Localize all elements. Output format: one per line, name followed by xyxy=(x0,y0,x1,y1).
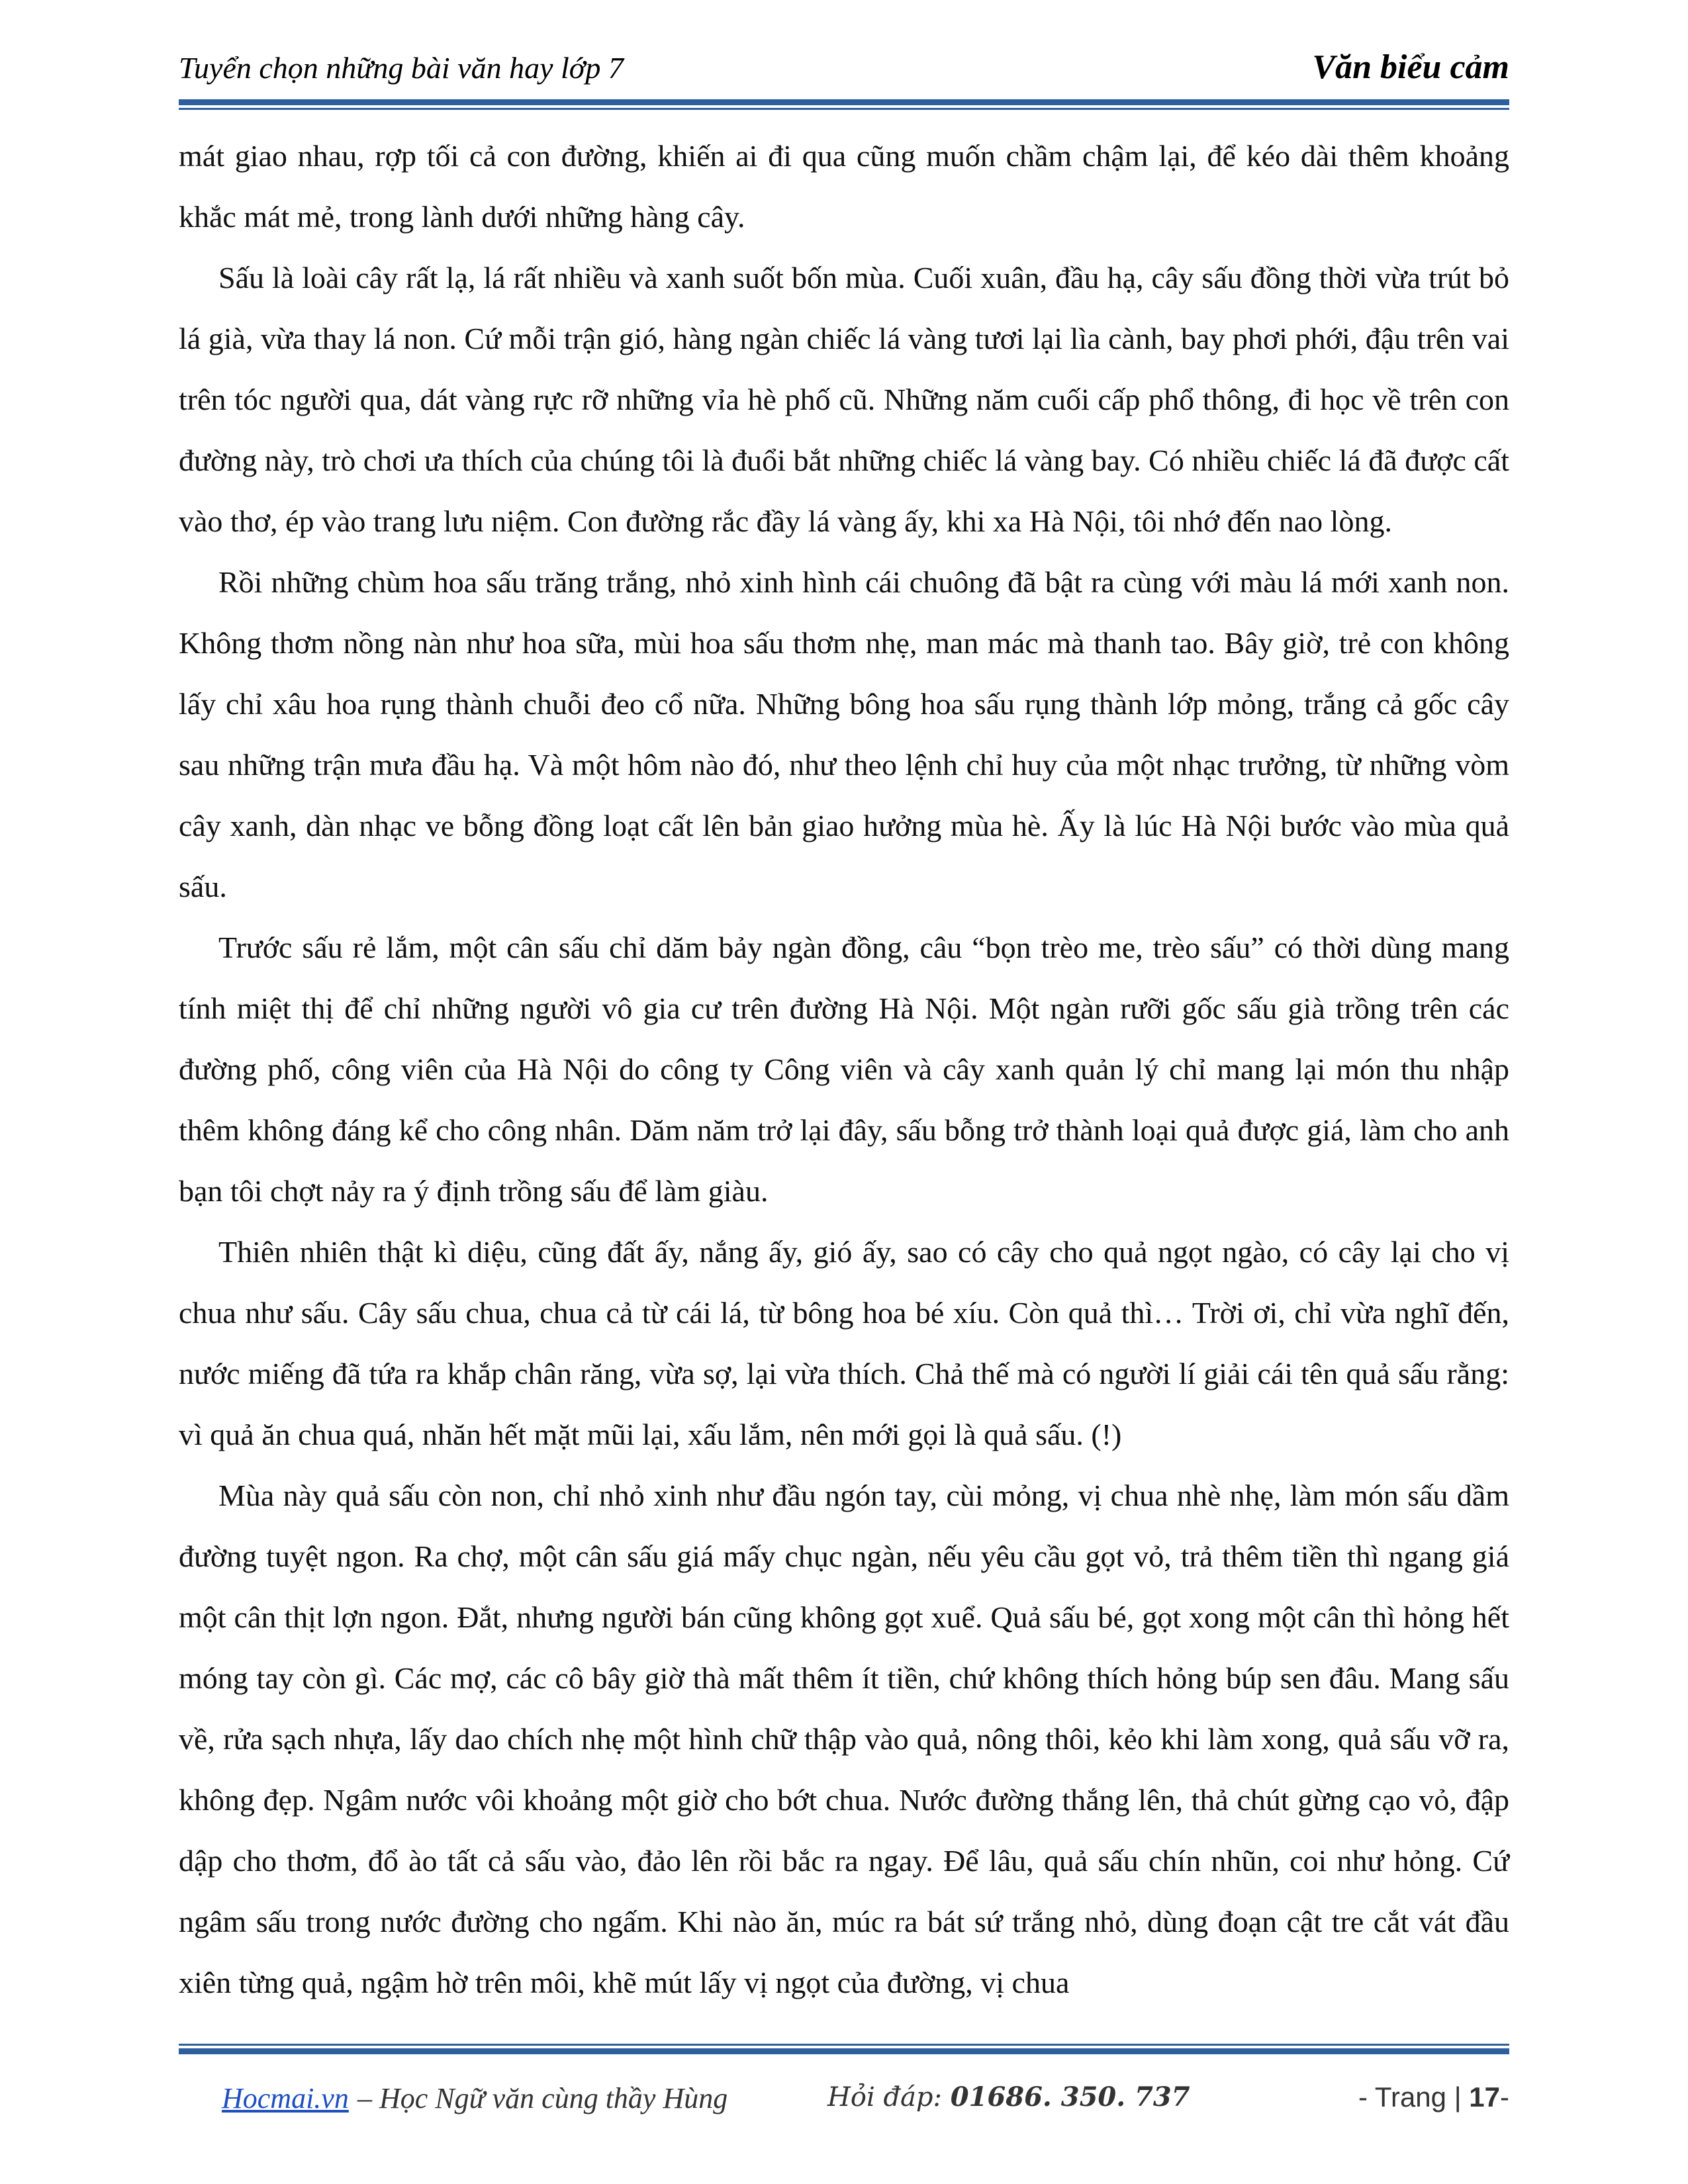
page-number-value: 17 xyxy=(1469,2081,1500,2113)
paragraph: Mùa này quả sấu còn non, chỉ nhỏ xinh như đầu ngón tay, cùi mỏng, vị chua nhè nhẹ, làm món sấu dầm đường tuyệt ngon. Ra chợ, một cân sấu giá mấy chục ngàn, nếu yêu cầu gọt vỏ, trả thêm tiền thì ngang giá một cân thịt lợn ngon. Đắt, nhưng người bán cũng không gọt xuể. Quả sấu bé, gọt xong một cân thì hỏng hết móng tay còn gì. Các mợ, các cô bây giờ thà mất thêm ít tiền, chứ không thích hỏng búp sen đâu. Mang sấu về, rửa sạch nhựa, lấy dao chích nhẹ một hình chữ thập vào quả, nông thôi, kẻo khi làm xong, quả sấu vỡ ra, không đẹp. Ngâm nước vôi khoảng một giờ cho bớt chua. Nước đường thắng lên, thả chút gừng cạo vỏ, đập dập cho thơm, đổ ào tất cả sấu vào, đảo lên rồi bắc ra ngay. Để lâu, quả sấu chín nhũn, coi như hỏng. Cứ ngâm sấu trong nước đường cho ngấm. Khi nào ăn, múc ra bát sứ trắng nhỏ, dùng đoạn cật tre cắt vát đầu xiên từng quả, ngậm hờ trên môi, khẽ mút lấy vị ngọt của đường, vị chua xyxy=(179,1479,1509,1999)
page-suffix: - xyxy=(1500,2081,1509,2113)
page-label: - Trang | xyxy=(1358,2081,1462,2113)
body-text xyxy=(179,126,1509,2013)
header-rule-thin xyxy=(179,108,1509,110)
hotline-label: Hỏi đáp: xyxy=(827,2082,943,2113)
header-rule xyxy=(179,99,1509,105)
page-footer xyxy=(179,2081,1509,2128)
page-number xyxy=(1358,2081,1509,2113)
footer-rule xyxy=(179,2048,1509,2054)
section-title: Văn biểu cảm xyxy=(1312,48,1509,86)
hotline-number: 01686. 350. 737 xyxy=(950,2081,1190,2113)
document-title: Tuyển chọn những bài văn hay lớp 7 xyxy=(179,51,624,85)
site-link[interactable]: Hocmai.vn xyxy=(222,2082,349,2115)
paragraph: Sấu là loài cây rất lạ, lá rất nhiều và xanh suốt bốn mùa. Cuối xuân, đầu hạ, cây sấu đồng thời vừa trút bỏ lá già, vừa thay lá non. Cứ mỗi trận gió, hàng ngàn chiếc lá vàng tươi lại lìa cành, bay phơi phới, đậu trên vai trên tóc người qua, dát vàng rực rỡ những vỉa hè phố cũ. Những năm cuối cấp phổ thông, đi học về trên con đường này, trò chơi ưa thích của chúng tôi là đuổi bắt những chiếc lá vàng bay. Có nhiều chiếc lá đã được cất vào thơ, ép vào trang lưu niệm. Con đường rắc đầy lá vàng ấy, khi xa Hà Nội, tôi nhớ đến nao lòng. xyxy=(179,261,1509,538)
paragraph: mát giao nhau, rợp tối cả con đường, khiến ai đi qua cũng muốn chầm chậm lại, để kéo dài thêm khoảng khắc mát mẻ, trong lành dưới những hàng cây. xyxy=(179,139,1509,234)
paragraph: Trước sấu rẻ lắm, một cân sấu chỉ dăm bảy ngàn đồng, câu “bọn trèo me, trèo sấu” có thời dùng mang tính miệt thị để chỉ những người vô gia cư trên đường Hà Nội. Một ngàn rưỡi gốc sấu già trồng trên các đường phố, công viên của Hà Nội do công ty Công viên và cây xanh quản lý chỉ mang lại món thu nhập thêm không đáng kể cho công nhân. Dăm năm trở lại đây, sấu bỗng trở thành loại quả được giá, làm cho anh bạn tôi chợt nảy ra ý định trồng sấu để làm giàu. xyxy=(179,931,1509,1208)
paragraph: Thiên nhiên thật kì diệu, cũng đất ấy, nắng ấy, gió ấy, sao có cây cho quả ngọt ngào, có cây lại cho vị chua như sấu. Cây sấu chua, chua cả từ cái lá, từ bông hoa bé xíu. Còn quả thì… Trời ơi, chỉ vừa nghĩ đến, nước miếng đã tứa ra khắp chân răng, vừa sợ, lại vừa thích. Chả thế mà có người lí giải cái tên quả sấu rằng: vì quả ăn chua quá, nhăn hết mặt mũi lại, xấu lắm, nên mới gọi là quả sấu. (!) xyxy=(179,1235,1509,1451)
paragraph: Rồi những chùm hoa sấu trăng trắng, nhỏ xinh hình cái chuông đã bật ra cùng với màu lá mới xanh non. Không thơm nồng nàn như hoa sữa, mùi hoa sấu thơm nhẹ, man mác mà thanh tao. Bây giờ, trẻ con không lấy chỉ xâu hoa rụng thành chuỗi đeo cổ nữa. Những bông hoa sấu rụng thành lớp mỏng, trắng cả gốc cây sau những trận mưa đầu hạ. Và một hôm nào đó, như theo lệnh chỉ huy của một nhạc trưởng, từ những vòm cây xanh, dàn nhạc ve bỗng đồng loạt cất lên bản giao hưởng mùa hè. Ấy là lúc Hà Nội bước vào mùa quả sấu. xyxy=(179,565,1509,903)
footer-rule-thin xyxy=(179,2044,1509,2046)
page-header xyxy=(179,46,1509,96)
footer-tagline: – Học Ngữ văn cùng thầy Hùng xyxy=(357,2082,728,2115)
hotline xyxy=(827,2081,1190,2113)
